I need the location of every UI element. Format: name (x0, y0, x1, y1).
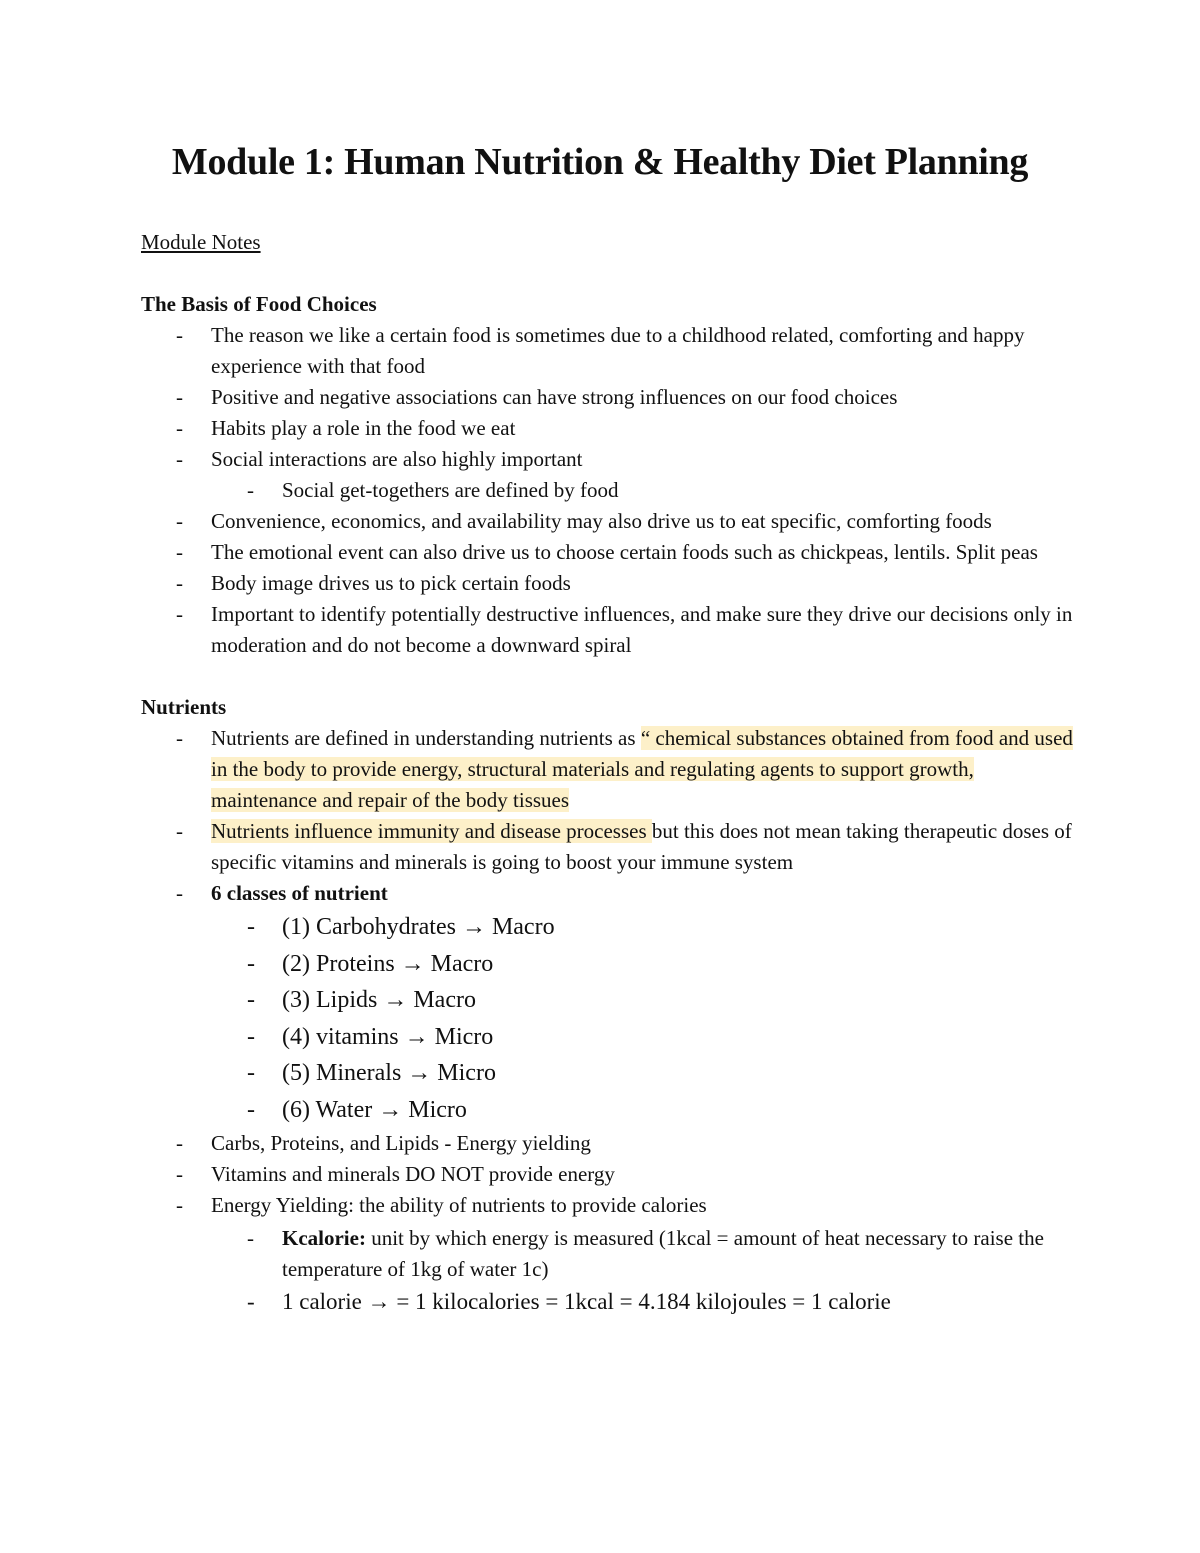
nutrient-class-item: - (3) Lipids → Macro (141, 982, 1081, 1019)
list-item (141, 816, 1081, 878)
calorie-equation: - 1 calorie → = 1 kilocalories = 1kcal = 4.184 kilojoules = 1 calorie (141, 1285, 1081, 1319)
food-choices-list (141, 320, 1081, 661)
list-item: - Important to identify potentially destructive influences, and make sure they drive our decisions only in moderation and do not become a downward spiral (141, 599, 1081, 661)
section-heading-food-choices: The Basis of Food Choices (141, 292, 377, 316)
nutrient-class-item: - (4) vitamins → Micro (141, 1019, 1081, 1056)
nutrient-class-item: - (1) Carbohydrates → Macro (141, 909, 1081, 946)
list-item: - Carbs, Proteins, and Lipids - Energy yielding (141, 1128, 1081, 1159)
list-item: - Convenience, economics, and availability may also drive us to eat specific, comforting foods (141, 506, 1081, 537)
nutrient-definition-intro: Nutrients are defined in understanding nutrients as (211, 726, 641, 750)
list-item: - The reason we like a certain food is sometimes due to a childhood related, comforting and happy experience with that food (141, 320, 1081, 382)
module-notes-label: Module Notes (141, 230, 261, 254)
list-item: - The emotional event can also drive us to choose certain foods such as chickpeas, lentils. Split peas (141, 537, 1081, 568)
energy-sub-list (141, 1223, 1081, 1319)
kcalorie-text: unit by which energy is measured (1kcal = amount of heat necessary to raise the temperature of 1kg of water 1c) (282, 1226, 1044, 1281)
document-body (141, 227, 1081, 1319)
list-item: - Body image drives us to pick certain foods (141, 568, 1081, 599)
kcalorie-definition (141, 1223, 1081, 1285)
nutrient-classes-list (141, 909, 1081, 1128)
document-title: Module 1: Human Nutrition & Healthy Diet Planning (171, 141, 1029, 183)
sub-list (141, 475, 1081, 506)
nutrient-class-item: - (6) Water → Micro (141, 1092, 1081, 1129)
list-item (141, 1190, 1081, 1319)
list-item: - Positive and negative associations can have strong influences on our food choices (141, 382, 1081, 413)
sub-list-item: - Social get-togethers are defined by food (141, 475, 1081, 506)
list-item: - Vitamins and minerals DO NOT provide energy (141, 1159, 1081, 1190)
section-heading-nutrients: Nutrients (141, 695, 227, 719)
nutrient-class-item: - (5) Minerals → Micro (141, 1055, 1081, 1092)
list-item (141, 444, 1081, 506)
immunity-text: but this does not mean taking therapeutic doses of specific vitamins and minerals is going to boost your immune system (211, 819, 1072, 874)
highlighted-immunity-text: Nutrients influence immunity and disease processes (211, 819, 652, 843)
kcalorie-term: Kcalorie: (282, 1226, 366, 1250)
nutrient-classes-heading: 6 classes of nutrient (211, 881, 388, 905)
nutrient-class-item: - (2) Proteins → Macro (141, 946, 1081, 983)
energy-yielding-text: Energy Yielding: the ability of nutrients to provide calories (211, 1193, 707, 1217)
list-item-text: Social interactions are also highly important (211, 447, 583, 471)
list-item (141, 723, 1081, 816)
list-item: - Habits play a role in the food we eat (141, 413, 1081, 444)
highlighted-definition: “ chemical substances obtained from food and used in the body to provide energy, structural materials and regulating agents to support growth, maintenance and repair of the body tissues (211, 726, 1073, 812)
nutrients-list (141, 723, 1081, 1319)
list-item (141, 878, 1081, 1128)
